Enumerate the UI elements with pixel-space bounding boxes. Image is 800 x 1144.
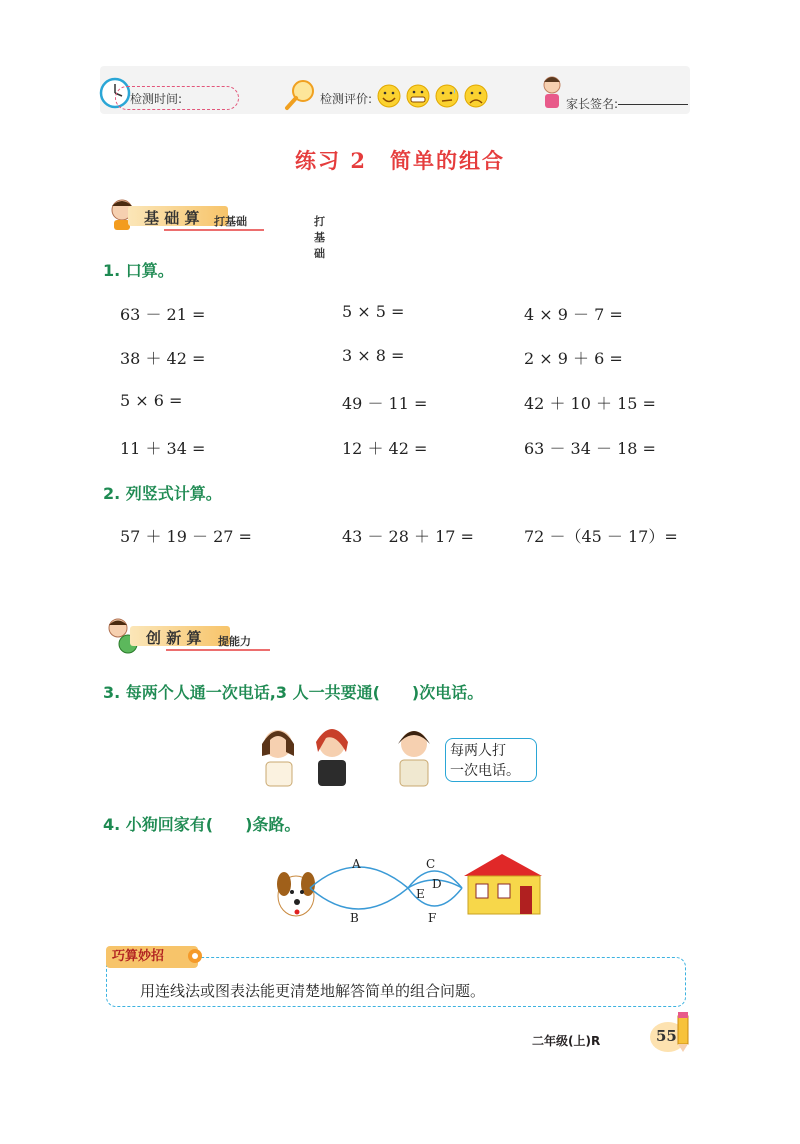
eval-label: 检测评价:: [320, 92, 373, 106]
grin-face-icon: [407, 85, 429, 107]
q2-title: 2. 列竖式计算。: [103, 484, 222, 503]
parent-sign-label: 家长签名:: [566, 97, 619, 111]
path-b: [310, 888, 408, 909]
worried-face-icon: [436, 85, 458, 107]
path-b-label: B: [350, 911, 359, 925]
sad-face-icon: [465, 85, 487, 107]
q1-expr: 5 × 6 =: [120, 391, 183, 410]
section-innovate-label: 创 新 算: [146, 629, 202, 647]
q1-expr: 42 ＋ 10 ＋ 15 =: [524, 394, 656, 413]
q2-expr: 57 ＋ 19 － 27 =: [120, 527, 252, 546]
path-a-label: A: [352, 857, 361, 871]
page-title: 练习 2 简单的组合: [295, 148, 505, 173]
speech-bubble: [445, 738, 537, 782]
q1-expr: 12 ＋ 42 =: [342, 439, 428, 458]
happy-face-icon: [378, 85, 400, 107]
dog-icon: [277, 872, 315, 916]
tip-text: 用连线法或图表法能更清楚地解答简单的组合问题。: [140, 982, 486, 1000]
signature-line[interactable]: [618, 104, 688, 105]
q2-expr: 72 －（45 － 17）=: [524, 527, 678, 546]
q1-expr: 38 ＋ 42 =: [120, 349, 206, 368]
q4-title: 4. 小狗回家有( )条路。: [103, 815, 301, 834]
dog-paths-diagram: [272, 850, 548, 930]
q1-expr: 5 × 5 =: [342, 302, 405, 321]
girl-1-figure: [262, 730, 294, 786]
path-e-label: E: [416, 887, 425, 901]
footer-grade: 二年级(上)R: [532, 1034, 601, 1048]
path-f-label: F: [428, 911, 437, 925]
path-c-label: C: [426, 857, 436, 871]
girl-3-figure: [398, 731, 430, 786]
section-basic-sub-label: 打基础: [214, 215, 247, 228]
girl-2-figure: [316, 729, 348, 786]
q1-expr: 63 － 21 =: [120, 305, 206, 324]
section-basic-sub: 打基础: [314, 215, 325, 260]
rating-faces[interactable]: [376, 82, 492, 110]
q1-expr: 49 － 11 =: [342, 394, 428, 413]
q3-title: 3. 每两个人通一次电话,3 人一共要通( )次电话。: [103, 683, 484, 702]
tip-flower-icon: [186, 947, 204, 965]
q1-title: 1. 口算。: [103, 261, 174, 280]
q1-expr: 63 － 34 － 18 =: [524, 439, 656, 458]
magnifier-icon: [283, 78, 319, 112]
house-icon: [464, 854, 542, 914]
section-basic-label: 基 础 算: [144, 209, 200, 227]
pencil-icon: [672, 1010, 694, 1054]
q1-expr: 3 × 8 =: [342, 346, 405, 365]
q2-expr: 43 － 28 ＋ 17 =: [342, 527, 474, 546]
section-innovate-sub-label: 提能力: [218, 635, 251, 648]
q1-expr: 4 × 9 － 7 =: [524, 305, 623, 324]
path-d-label: D: [432, 877, 442, 891]
q1-expr: 11 ＋ 34 =: [120, 439, 206, 458]
parent-figure-icon: [538, 74, 566, 112]
q1-expr: 2 × 9 ＋ 6 =: [524, 349, 623, 368]
tip-tag: 巧算妙招: [106, 946, 198, 968]
page-number: 55: [656, 1027, 677, 1045]
bubble-line-2: 一次电话。: [450, 763, 520, 779]
three-girls-illustration: [256, 722, 436, 788]
time-label: 检测时间:: [130, 92, 183, 106]
bubble-line-1: 每两人打: [450, 743, 506, 759]
